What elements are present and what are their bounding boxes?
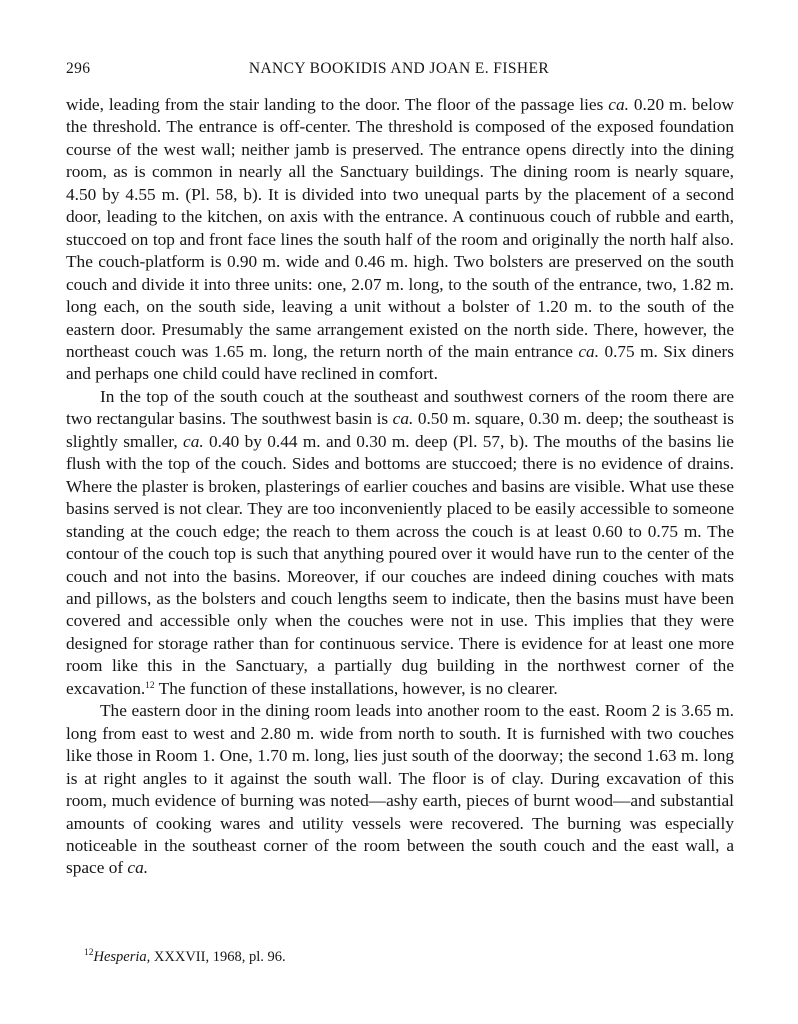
body-text	[66, 94, 734, 880]
running-head	[66, 60, 732, 82]
paragraph-basins: In the top of the south couch at the southeast and southwest corners of the room there are two rectangular basins. The southwest basin is ca. 0.50 m. square, 0.30 m. deep; the southeast is slightly smaller, ca. 0.40 by 0.44 m. and 0.30 m. deep (Pl. 57, b). The mouths of the basins lie flush with the top of the couch. Sides and bottoms are stuccoed; there is no evidence of drains. Where the plaster is broken, plasterings of earlier couches and basins are visible. What use these basins served is not clear. They are too inconveniently placed to be easily accessible to someone standing at the couch edge; the reach to them across the couch is at least 0.60 to 0.75 m. The contour of the couch top is such that anything poured over it would have run to the center of the couch and not into the basins. Moreover, if our couches are indeed dining couches with mats and pillows, as the bolsters and couch lengths seem to indicate, then the basins must have been covered and accessible only when the couches were not in use. This implies that they were designed for storage rather than for continuous service. There is evidence for at least one more room like this in the Sanctuary, a partially dug building in the northwest corner of the excavation.$^{12}$ The function of these installations, however, is no clearer.	[66, 386, 734, 698]
footnote-12: $^{12}$Hesperia, XXXVII, 1968, pl. 96.	[84, 948, 286, 965]
footnotes	[84, 948, 734, 966]
footnote-reference[interactable]: 12	[145, 680, 155, 691]
paragraph-dining-room: wide, leading from the stair landing to the door. The floor of the passage lies ca. 0.20 m. below the threshold. The entrance is off-center. The threshold is composed of the exposed foundation course of the west wall; neither jamb is preserved. The entrance opens directly into the dining room, as is common in nearly all the Sanctuary buildings. The dining room is nearly square, 4.50 by 4.55 m. (Pl. 58, b). It is divided into two unequal parts by the placement of a second door, leading to the kitchen, on axis with the entrance. A continuous couch of rubble and earth, stuccoed on top and front face lines the south half of the room and originally the north half also. The couch-platform is 0.90 m. wide and 0.46 m. high. Two bolsters are preserved on the south couch and divide it into three units: one, 2.07 m. long, to the south of the entrance, two, 1.82 m. long each, on the south side, leaving a unit without a bolster of 1.20 m. to the south of the eastern door. Presumably the same arrangement existed on the north side. There, however, the northeast couch was 1.65 m. long, the return north of the main entrance ca. 0.75 m. Six diners and perhaps one child could have reclined in comfort.	[66, 95, 735, 384]
paragraph-room-2: The eastern door in the dining room leads into another room to the east. Room 2 is 3.65 m. long from east to west and 2.80 m. wide from north to south. It is furnished with two couches like those in Room 1. One, 1.70 m. long, lies just south of the doorway; the second 1.63 m. long is at right angles to it against the south wall. The floor is of clay. During excavation of this room, much evidence of burning was noted—ashy earth, pieces of burnt wood—and substantial amounts of cooking wares and utility vessels were recovered. The burning was especially noticeable in the southeast corner of the room between the south couch and the east wall, a space of ca.	[66, 701, 734, 878]
footnote-number: 12	[84, 948, 94, 958]
running-title: NANCY BOOKIDIS AND JOAN E. FISHER	[248, 60, 550, 77]
page-number: 296	[66, 60, 91, 77]
